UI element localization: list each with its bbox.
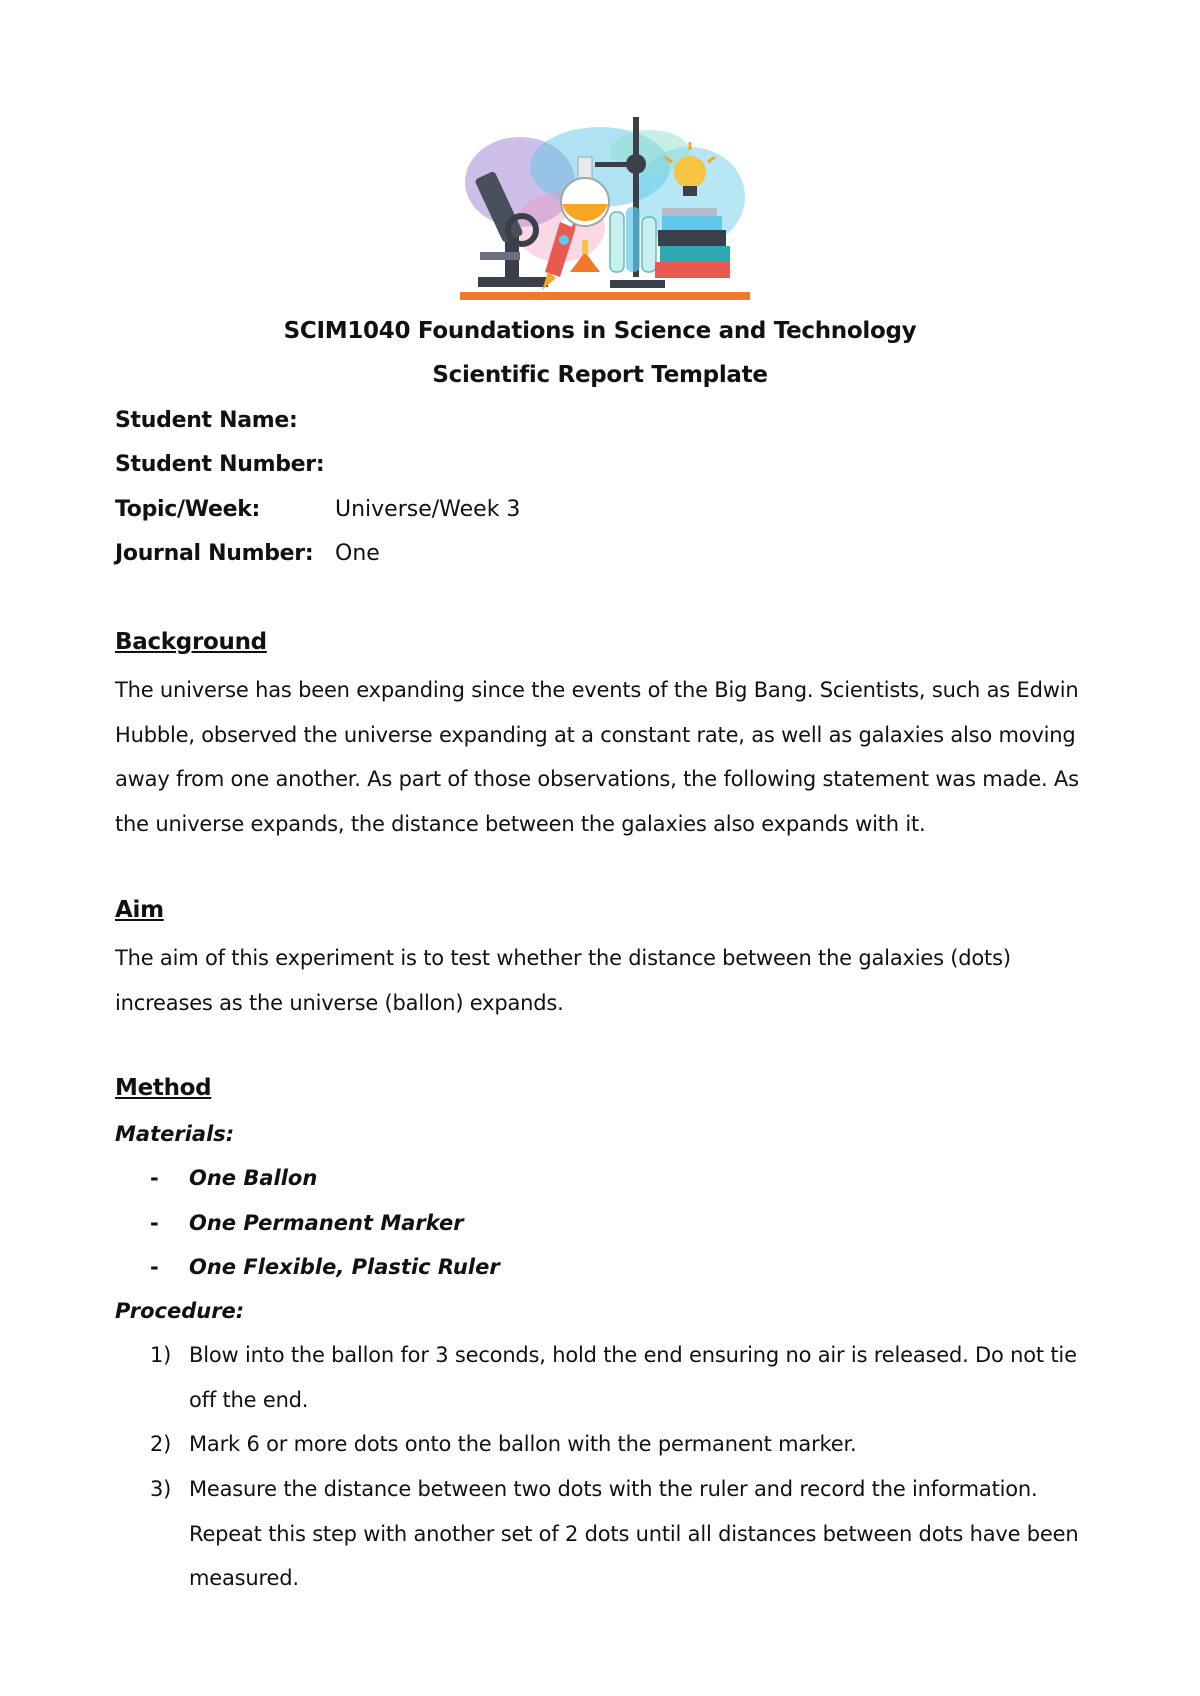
base-bar bbox=[460, 292, 750, 300]
step-text: Measure the distance between two dots with the ruler and record the information. Repeat this step with another set of 2 dots until all distances between dots have been measured. bbox=[189, 1477, 1079, 1590]
procedure-step bbox=[150, 1422, 1095, 1467]
procedure-step bbox=[150, 1333, 1095, 1422]
student-number-field bbox=[115, 452, 335, 477]
material-text: One Flexible, Plastic Ruler bbox=[189, 1255, 500, 1279]
background-paragraph bbox=[115, 668, 1095, 846]
list-bullet: - bbox=[150, 1166, 159, 1190]
procedure-label: Procedure: bbox=[115, 1299, 245, 1323]
test-tube-icon bbox=[610, 207, 656, 272]
aim-paragraph bbox=[115, 936, 1095, 1025]
material-item bbox=[150, 1255, 500, 1279]
list-bullet: - bbox=[150, 1211, 159, 1235]
step-text: Mark 6 or more dots onto the ballon with the permanent marker. bbox=[189, 1432, 857, 1456]
journal-number-label: Journal Number: bbox=[115, 541, 314, 566]
material-text: One Ballon bbox=[189, 1166, 318, 1190]
procedure-step bbox=[150, 1467, 1095, 1601]
aim-heading: Aim bbox=[115, 897, 164, 923]
method-heading: Method bbox=[115, 1075, 212, 1101]
science-illustration bbox=[450, 112, 760, 312]
books-icon bbox=[655, 208, 730, 278]
material-text: One Permanent Marker bbox=[189, 1211, 464, 1235]
step-text: Blow into the ballon for 3 seconds, hold the end ensuring no air is released. Do not tie off the end. bbox=[189, 1343, 1077, 1412]
background-heading: Background bbox=[115, 629, 267, 655]
list-bullet: - bbox=[150, 1255, 159, 1279]
topic-week-value: Universe/Week 3 bbox=[335, 497, 521, 522]
student-number-label: Student Number: bbox=[115, 452, 325, 477]
step-number: 3) bbox=[150, 1477, 172, 1501]
materials-label: Materials: bbox=[115, 1122, 235, 1146]
journal-number-field bbox=[115, 541, 380, 566]
topic-week-label: Topic/Week: bbox=[115, 497, 261, 522]
document-title: Scientific Report Template bbox=[432, 362, 768, 388]
course-title: SCIM1040 Foundations in Science and Technology bbox=[283, 318, 917, 344]
student-name-field bbox=[115, 408, 335, 433]
material-item bbox=[150, 1211, 464, 1235]
aim-text: The aim of this experiment is to test whether the distance between the galaxies (dots) increases as the universe (ballon) expands. bbox=[115, 946, 1011, 1015]
material-item bbox=[150, 1166, 317, 1190]
step-number: 1) bbox=[150, 1343, 172, 1367]
topic-week-field bbox=[115, 497, 520, 522]
background-text: The universe has been expanding since the events of the Big Bang. Scientists, such as Edwin Hubble, observed the universe expanding at a constant rate, as well as galaxies also moving away from one another. As part of those observations, the following statement was made. As the universe expands, the distance between the galaxies also expands with it. bbox=[115, 678, 1079, 836]
student-name-label: Student Name: bbox=[115, 408, 298, 433]
step-number: 2) bbox=[150, 1432, 172, 1456]
journal-number-value: One bbox=[335, 541, 380, 566]
